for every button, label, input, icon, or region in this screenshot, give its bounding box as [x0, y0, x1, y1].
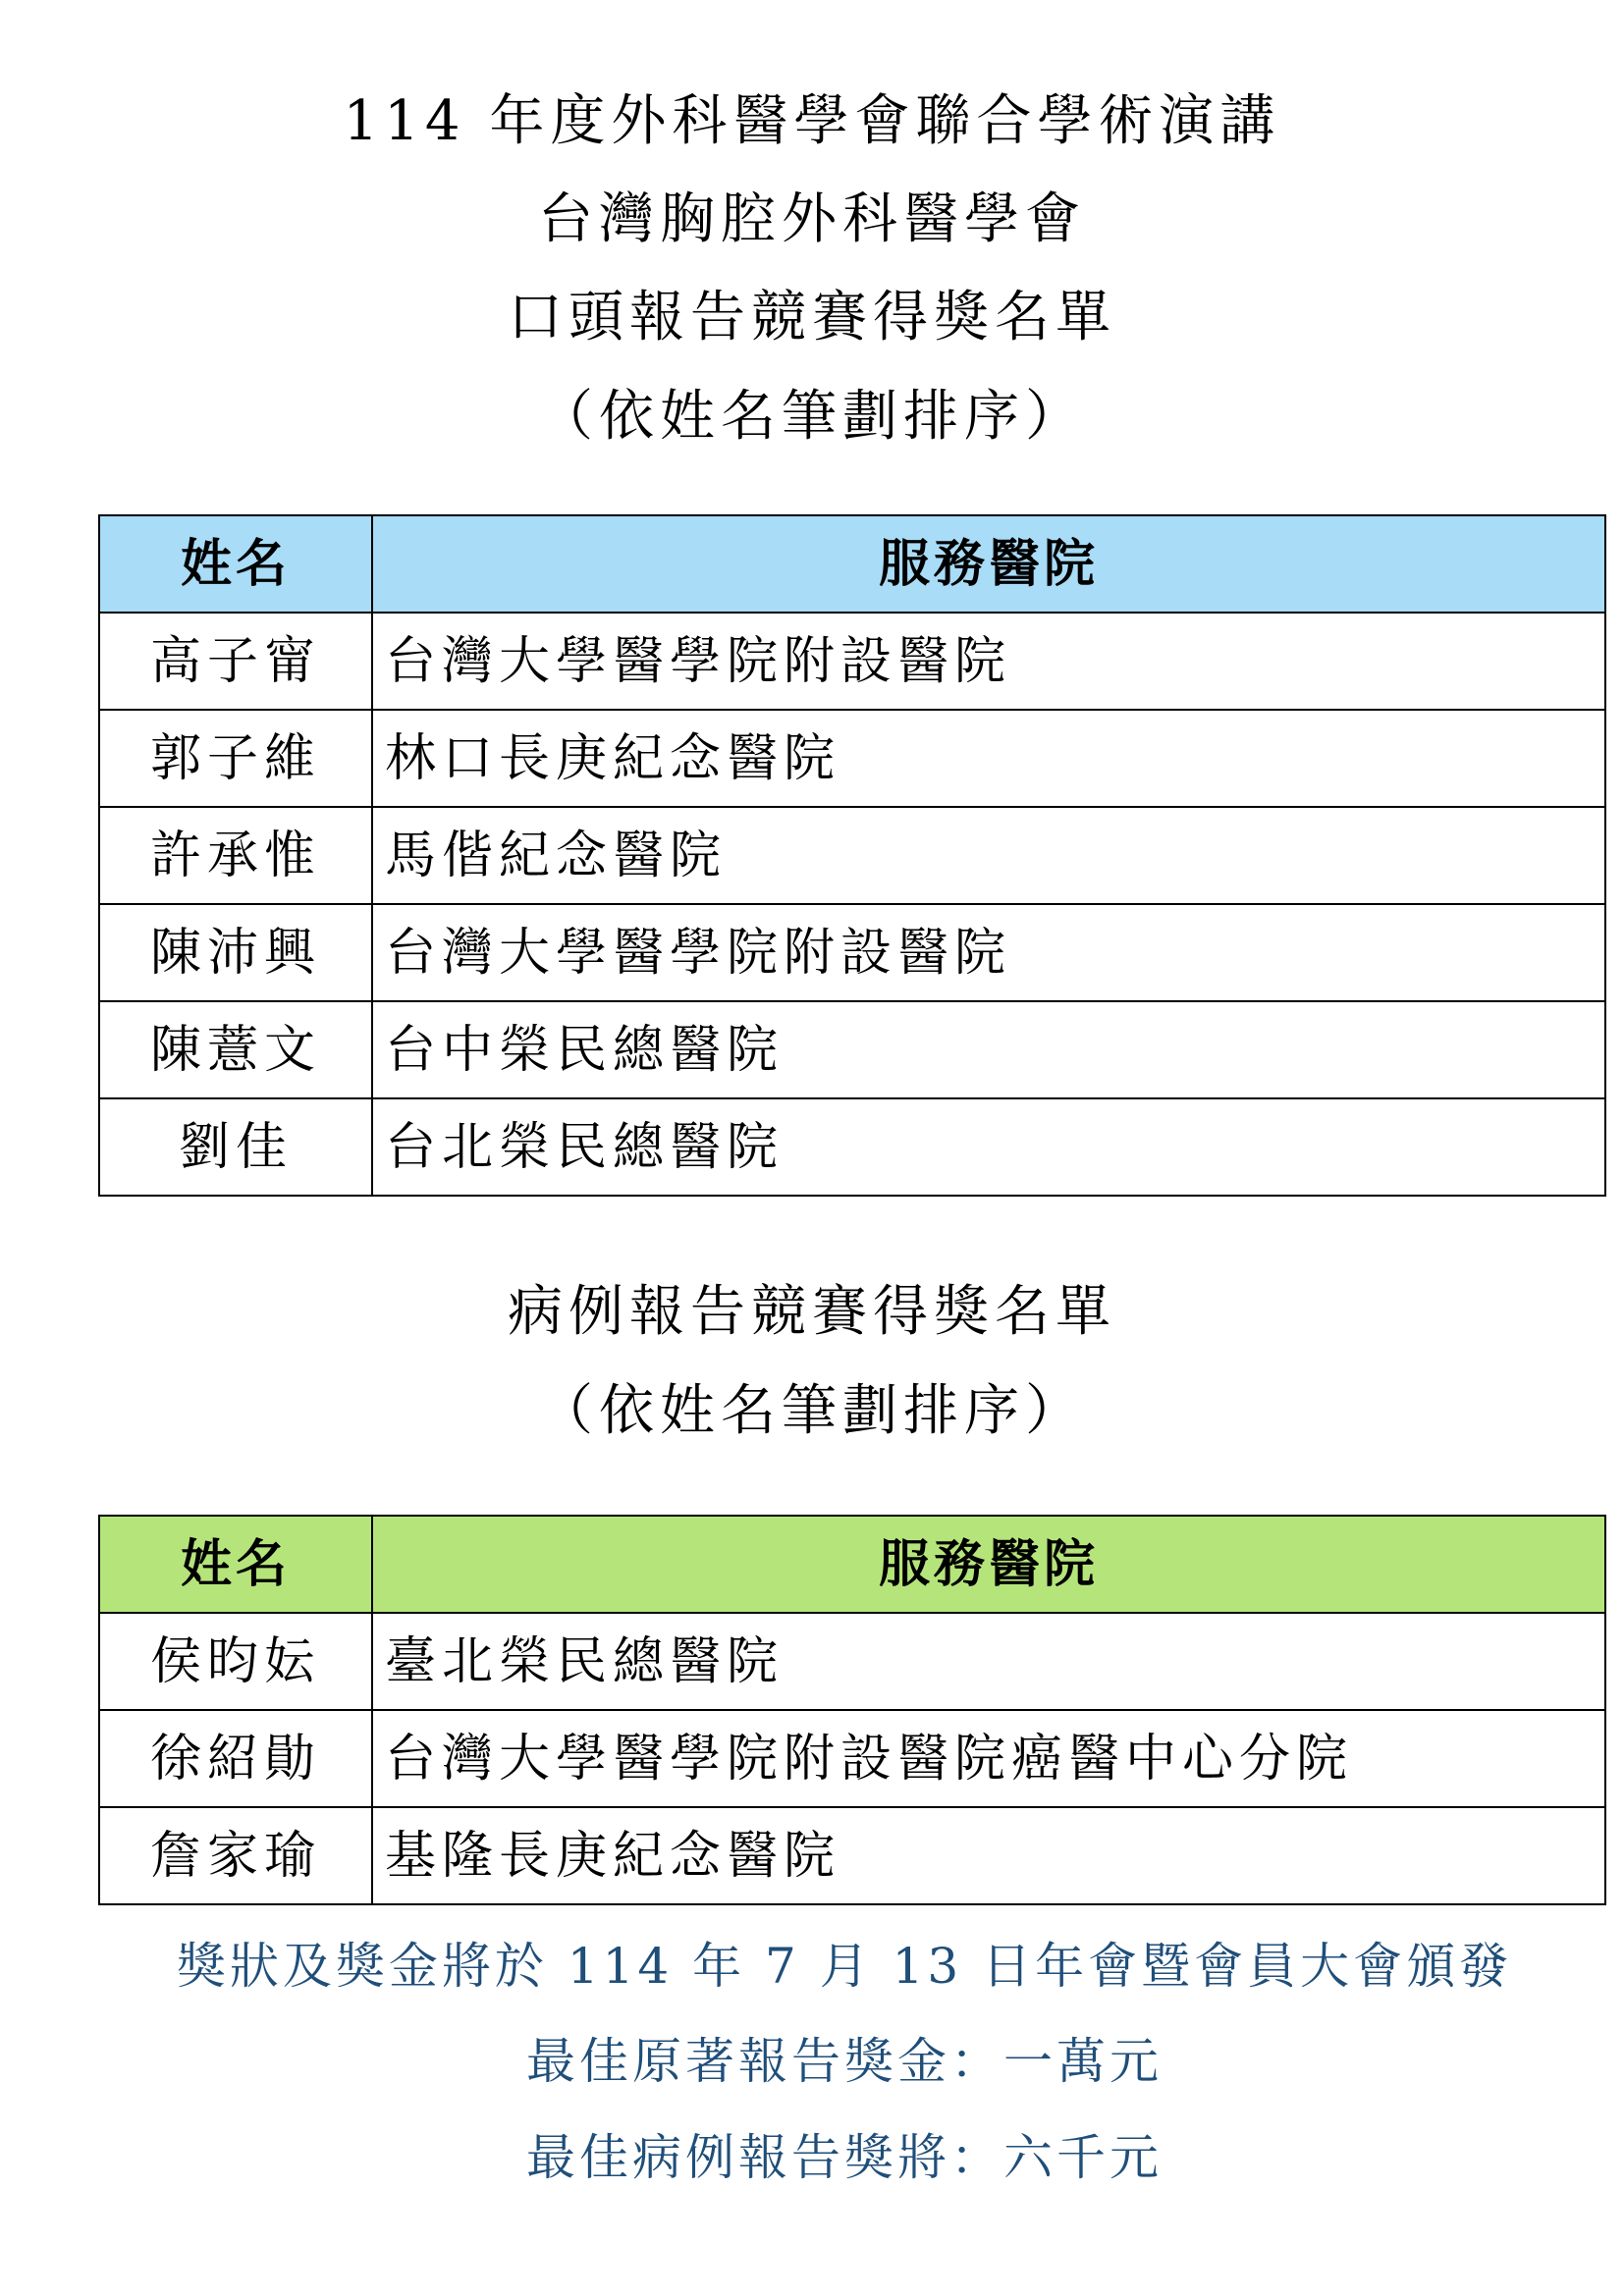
winner-name: 高子甯	[99, 613, 372, 710]
prize-case-report: 最佳病例報告獎將：六千元	[526, 2129, 1163, 2186]
winner-name: 陳沛興	[99, 904, 372, 1001]
winner-hospital: 台灣大學醫學院附設醫院	[372, 904, 1605, 1001]
title-society: 台灣胸腔外科醫學會	[538, 187, 1086, 251]
table-row	[99, 613, 1605, 710]
winner-hospital: 基隆長庚紀念醫院	[372, 1807, 1605, 1904]
table-row	[99, 710, 1605, 807]
table-row	[99, 1001, 1605, 1098]
table-row	[99, 904, 1605, 1001]
case-awards-table	[98, 1515, 1606, 1905]
winner-name: 陳薏文	[99, 1001, 372, 1098]
title-case-awards: 病例報告競賽得獎名單	[508, 1280, 1116, 1344]
title-oral-sort-note: （依姓名筆劃排序）	[538, 385, 1086, 449]
table-row	[99, 807, 1605, 904]
title-oral-awards: 口頭報告競賽得獎名單	[508, 286, 1116, 349]
table-header-row	[99, 515, 1605, 613]
winner-hospital: 台北榮民總醫院	[372, 1098, 1605, 1196]
column-header-hospital: 服務醫院	[372, 1516, 1605, 1613]
table-row	[99, 1613, 1605, 1710]
winner-hospital: 臺北榮民總醫院	[372, 1613, 1605, 1710]
winner-hospital: 馬偕紀念醫院	[372, 807, 1605, 904]
winner-name: 郭子維	[99, 710, 372, 807]
prize-original-report: 最佳原著報告獎金：一萬元	[526, 2033, 1163, 2090]
winner-hospital: 台灣大學醫學院附設醫院癌醫中心分院	[372, 1710, 1605, 1807]
winner-hospital: 林口長庚紀念醫院	[372, 710, 1605, 807]
table-row	[99, 1807, 1605, 1904]
title-case-sort-note: （依姓名筆劃排序）	[538, 1379, 1086, 1443]
winner-name: 詹家瑜	[99, 1807, 372, 1904]
column-header-name: 姓名	[99, 515, 372, 613]
winner-name: 許承惟	[99, 807, 372, 904]
table-header-row	[99, 1516, 1605, 1613]
table-row	[99, 1710, 1605, 1807]
winner-name: 徐紹勛	[99, 1710, 372, 1807]
oral-awards-table	[98, 514, 1606, 1197]
column-header-hospital: 服務醫院	[372, 515, 1605, 613]
column-header-name: 姓名	[99, 1516, 372, 1613]
winner-hospital: 台灣大學醫學院附設醫院	[372, 613, 1605, 710]
winner-name: 侯昀妘	[99, 1613, 372, 1710]
table-row	[99, 1098, 1605, 1196]
title-event: 114 年度外科醫學會聯合學術演講	[343, 89, 1281, 153]
winner-name: 劉佳	[99, 1098, 372, 1196]
winner-hospital: 台中榮民總醫院	[372, 1001, 1605, 1098]
award-ceremony-notice: 獎狀及獎金將於 114 年 7 月 13 日年會暨會員大會頒發	[176, 1938, 1513, 1995]
